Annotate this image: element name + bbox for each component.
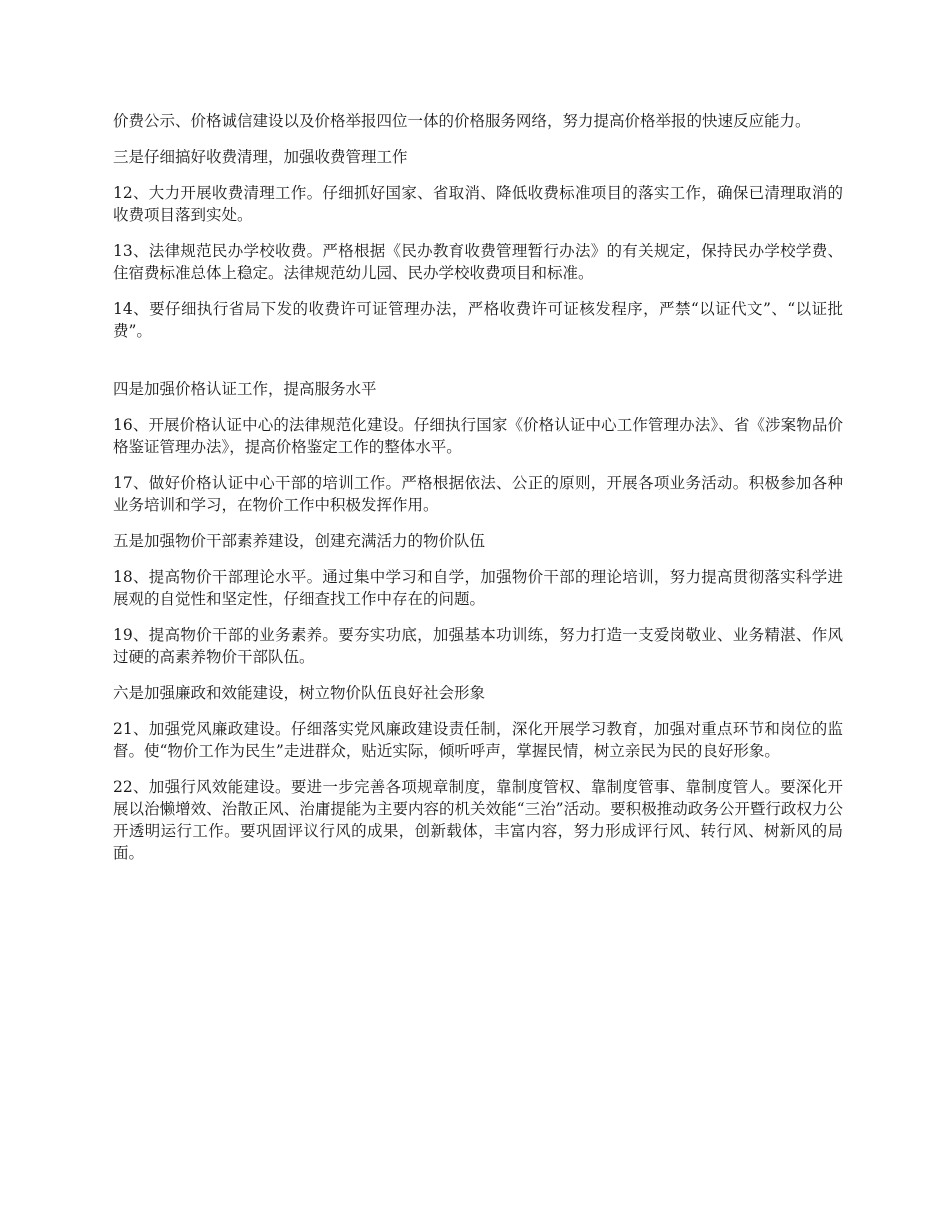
document-page	[113, 110, 843, 878]
paragraph-item-14: 14、要仔细执行省局下发的收费许可证管理办法，严格收费许可证核发程序，严禁“以证代文”、“以证批费”。	[113, 300, 843, 340]
paragraph-item-16: 16、开展价格认证中心的法律规范化建设。仔细执行国家《价格认证中心工作管理办法》、省《涉案物品价格鉴证管理办法》，提高价格鉴定工作的整体水平。	[113, 416, 843, 456]
section-heading-cadre-quality: 五是加强物价干部素养建设，创建充满活力的物价队伍	[113, 532, 486, 550]
paragraph-price-service-network: 价费公示、价格诚信建设以及价格举报四位一体的价格服务网络，努力提高价格举报的快速反应能力。	[113, 112, 811, 130]
paragraph-item-18: 18、提高物价干部理论水平。通过集中学习和自学，加强物价干部的理论培训，努力提高贯彻落实科学进展观的自觉性和坚定性，仔细查找工作中存在的问题。	[113, 568, 843, 608]
paragraph-item-19: 19、提高物价干部的业务素养。要夯实功底，加强基本功训练，努力打造一支爱岗敬业、业务精湛、作风过硬的高素养物价干部队伍。	[113, 626, 843, 666]
paragraph-item-22: 22、加强行风效能建设。要进一步完善各项规章制度，靠制度管权、靠制度管事、靠制度管人。要深化开展以治懒增效、治散正风、治庸提能为主要内容的机关效能“三治”活动。要积极推动政务公开暨行政权力公开透明运行工作。要巩固评议行风的成果，创新载体，丰富内容，努力形成评行风、转行风、树新风的局面。	[113, 778, 843, 862]
section-heading-fee-cleanup: 三是仔细搞好收费清理，加强收费管理工作	[113, 148, 408, 166]
section-heading-integrity-efficiency: 六是加强廉政和效能建设，树立物价队伍良好社会形象	[113, 684, 486, 702]
section-heading-price-certification: 四是加强价格认证工作，提高服务水平	[113, 380, 377, 398]
paragraph-item-21: 21、加强党风廉政建设。仔细落实党风廉政建设责任制，深化开展学习教育，加强对重点环节和岗位的监督。使“物价工作为民生”走进群众，贴近实际，倾听呼声，掌握民情，树立亲民为民的良好形象。	[113, 720, 843, 760]
paragraph-item-17: 17、做好价格认证中心干部的培训工作。严格根据依法、公正的原则，开展各项业务活动。积极参加各种业务培训和学习，在物价工作中积极发挥作用。	[113, 474, 843, 514]
blank-line	[113, 356, 843, 378]
paragraph-item-12: 12、大力开展收费清理工作。仔细抓好国家、省取消、降低收费标准项目的落实工作，确保已清理取消的收费项目落到实处。	[113, 184, 843, 224]
paragraph-item-13: 13、法律规范民办学校收费。严格根据《民办教育收费管理暂行办法》的有关规定，保持民办学校学费、住宿费标准总体上稳定。法律规范幼儿园、民办学校收费项目和标准。	[113, 242, 843, 282]
